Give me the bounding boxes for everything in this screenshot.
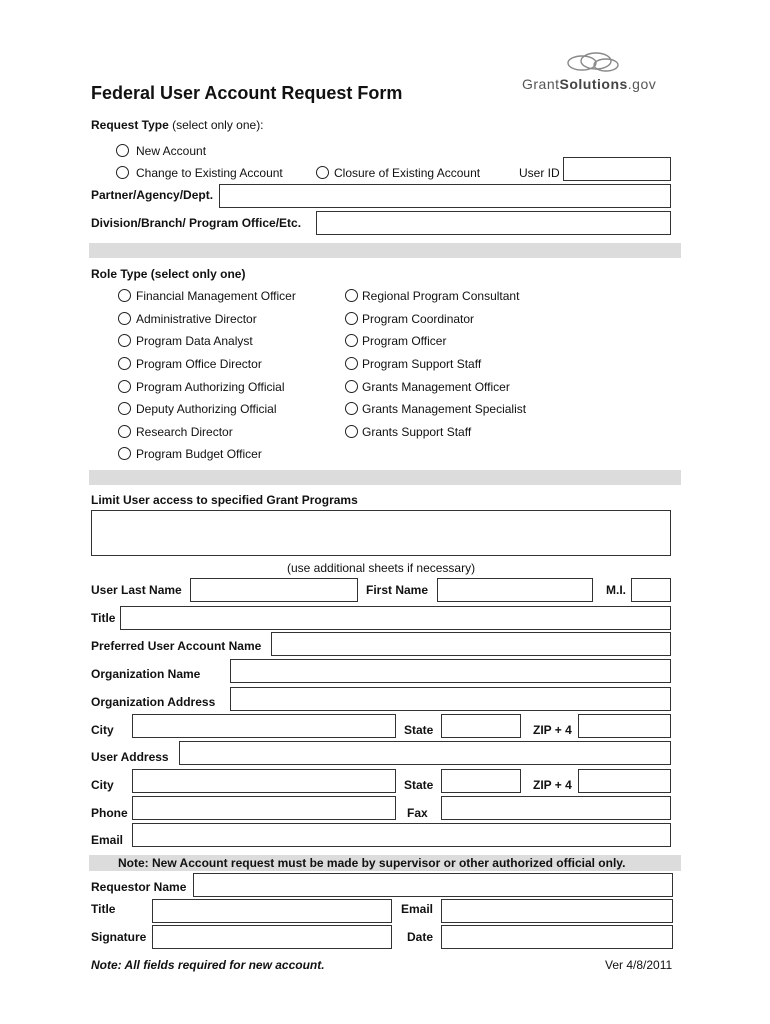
- user-state-field[interactable]: [441, 769, 521, 793]
- role-radio[interactable]: [118, 380, 131, 393]
- closure-account-label: Closure of Existing Account: [334, 166, 481, 180]
- role-radio[interactable]: [118, 357, 131, 370]
- role-radio[interactable]: [118, 289, 131, 302]
- change-account-label: Change to Existing Account: [136, 166, 283, 180]
- grant-programs-field[interactable]: [91, 510, 671, 556]
- role-radio[interactable]: [345, 425, 358, 438]
- role-label: Deputy Authorizing Official: [136, 402, 277, 416]
- requestor-name-field[interactable]: [193, 873, 673, 897]
- mi-label: M.I.: [606, 583, 626, 597]
- date-field[interactable]: [441, 925, 673, 949]
- requestor-email-label: Email: [401, 902, 434, 916]
- zip-field[interactable]: [578, 714, 671, 738]
- request-type-label: Request Type (select only one):: [91, 118, 264, 132]
- user-id-field[interactable]: [563, 157, 671, 181]
- role-type-label: Role Type (select only one): [91, 267, 246, 281]
- role-radio[interactable]: [118, 402, 131, 415]
- email-field[interactable]: [132, 823, 671, 847]
- partner-label: Partner/Agency/Dept.: [91, 188, 214, 202]
- grantsolutions-logo: [522, 50, 674, 96]
- zip-label: ZIP + 4: [533, 778, 572, 792]
- state-label: State: [404, 778, 434, 792]
- role-radio[interactable]: [118, 447, 131, 460]
- division-label: Division/Branch/ Program Office/Etc.: [91, 216, 302, 230]
- section-divider: [89, 243, 681, 258]
- requestor-note: Note: New Account request must be made by supervisor or other authorized official only.: [118, 856, 626, 870]
- role-label: Program Authorizing Official: [136, 380, 285, 394]
- role-radio[interactable]: [345, 357, 358, 370]
- city-label: City: [91, 778, 114, 792]
- role-label: Grants Management Specialist: [362, 402, 527, 416]
- signature-label: Signature: [91, 930, 147, 944]
- role-label: Program Officer: [362, 334, 447, 348]
- logo-text: GrantSolutions.gov: [522, 76, 657, 92]
- org-name-field[interactable]: [230, 659, 671, 683]
- phone-label: Phone: [91, 806, 128, 820]
- org-address-label: Organization Address: [91, 695, 216, 709]
- org-address-field[interactable]: [230, 687, 671, 711]
- last-name-field[interactable]: [190, 578, 358, 602]
- role-radio[interactable]: [118, 312, 131, 325]
- additional-sheets-note: (use additional sheets if necessary): [287, 561, 476, 575]
- email-label: Email: [91, 833, 124, 847]
- user-id-label: User ID: [519, 166, 560, 180]
- zip-label: ZIP + 4: [533, 723, 572, 737]
- last-name-label: User Last Name: [91, 583, 182, 597]
- new-account-label: New Account: [136, 144, 207, 158]
- preferred-name-field[interactable]: [271, 632, 671, 656]
- first-name-field[interactable]: [437, 578, 593, 602]
- role-radio[interactable]: [345, 402, 358, 415]
- role-radio[interactable]: [345, 312, 358, 325]
- mi-field[interactable]: [631, 578, 671, 602]
- logo-rings-icon: [564, 50, 622, 76]
- date-label: Date: [407, 930, 434, 944]
- version-label: Ver 4/8/2011: [605, 958, 673, 972]
- new-account-radio[interactable]: [116, 144, 129, 157]
- city-field[interactable]: [132, 714, 396, 738]
- page-title: Federal User Account Request Form: [91, 83, 403, 103]
- city-label: City: [91, 723, 114, 737]
- role-label: Program Coordinator: [362, 312, 475, 326]
- closure-account-radio[interactable]: [316, 166, 329, 179]
- role-label: Financial Management Officer: [136, 289, 296, 303]
- user-address-label: User Address: [91, 750, 169, 764]
- signature-field[interactable]: [152, 925, 392, 949]
- role-label: Program Support Staff: [362, 357, 482, 371]
- division-field[interactable]: [316, 211, 671, 235]
- title-label: Title: [91, 611, 116, 625]
- limit-access-label: Limit User access to specified Grant Programs: [91, 493, 358, 507]
- role-label: Administrative Director: [136, 312, 257, 326]
- phone-field[interactable]: [132, 796, 396, 820]
- org-name-label: Organization Name: [91, 667, 201, 681]
- role-label: Regional Program Consultant: [362, 289, 520, 303]
- role-radio[interactable]: [118, 425, 131, 438]
- role-label: Grants Management Officer: [362, 380, 510, 394]
- role-radio[interactable]: [345, 334, 358, 347]
- state-field[interactable]: [441, 714, 521, 738]
- role-radio[interactable]: [345, 380, 358, 393]
- section-divider: [89, 470, 681, 485]
- role-label: Program Office Director: [136, 357, 262, 371]
- requestor-title-label: Title: [91, 902, 116, 916]
- requestor-name-label: Requestor Name: [91, 880, 187, 894]
- requestor-email-field[interactable]: [441, 899, 673, 923]
- fax-field[interactable]: [441, 796, 671, 820]
- role-radio[interactable]: [118, 334, 131, 347]
- fax-label: Fax: [407, 806, 428, 820]
- role-label: Program Data Analyst: [136, 334, 253, 348]
- role-label: Research Director: [136, 425, 233, 439]
- role-label: Program Budget Officer: [136, 447, 262, 461]
- change-account-radio[interactable]: [116, 166, 129, 179]
- first-name-label: First Name: [366, 583, 429, 597]
- requestor-title-field[interactable]: [152, 899, 392, 923]
- footer-note: Note: All fields required for new account.: [91, 958, 325, 972]
- preferred-name-label: Preferred User Account Name: [91, 639, 262, 653]
- user-address-field[interactable]: [179, 741, 671, 765]
- title-field[interactable]: [120, 606, 671, 630]
- role-radio[interactable]: [345, 289, 358, 302]
- partner-field[interactable]: [219, 184, 671, 208]
- user-zip-field[interactable]: [578, 769, 671, 793]
- user-city-field[interactable]: [132, 769, 396, 793]
- state-label: State: [404, 723, 434, 737]
- role-label: Grants Support Staff: [362, 425, 472, 439]
